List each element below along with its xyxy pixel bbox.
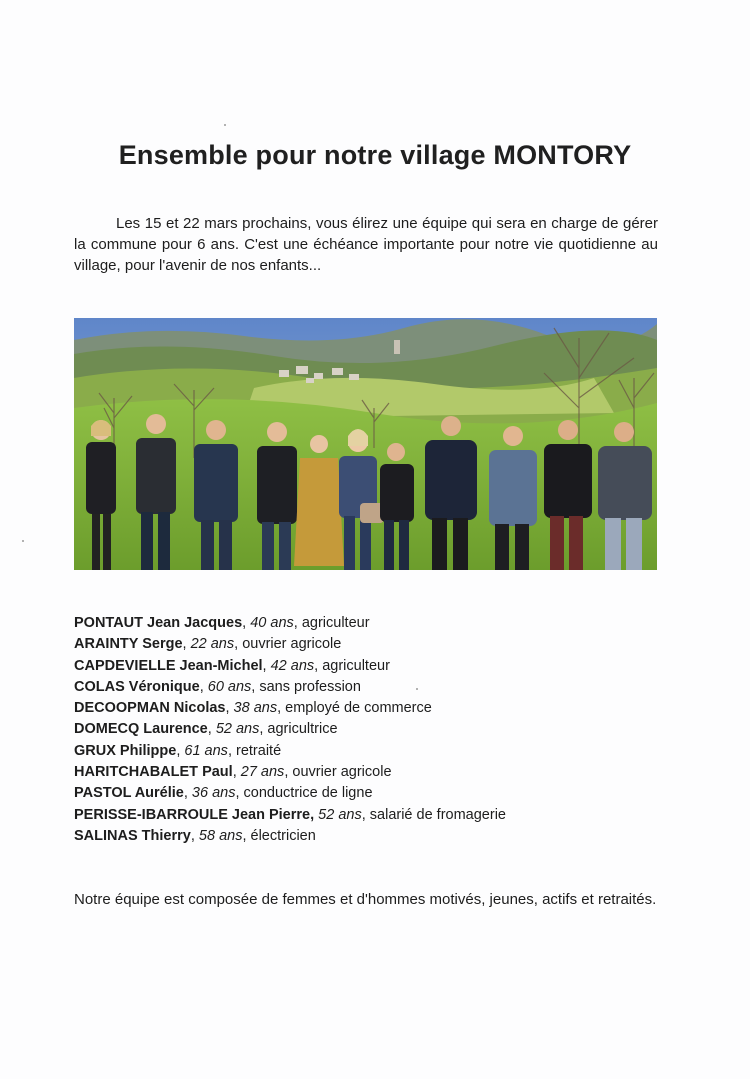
list-item: DECOOPMAN Nicolas, 38 ans, employé de commerce: [74, 700, 432, 717]
list-item: HARITCHABALET Paul, 27 ans, ouvrier agricole: [74, 764, 392, 781]
intro-paragraph: Les 15 et 22 mars prochains, vous élirez une équipe qui sera en charge de gérer la commune pour 6 ans. C'est une échéance importante pour notre vie quotidienne au village, pour l'avenir de nos enfants...: [74, 215, 658, 274]
scan-speck: [22, 540, 24, 542]
list-item: GRUX Philippe, 61 ans, retraité: [74, 742, 282, 759]
list-item: PERISSE-IBARROULE Jean Pierre, 52 ans, salarié de fromagerie: [74, 806, 506, 823]
list-item: SALINAS Thierry, 58 ans, électricien: [74, 827, 316, 844]
list-item: ARAINTY Serge, 22 ans, ouvrier agricole: [74, 636, 342, 653]
list-item: PONTAUT Jean Jacques, 40 ans, agriculteur: [74, 615, 370, 631]
list-item: DOMECQ Laurence, 52 ans, agricultrice: [74, 721, 338, 738]
closing-paragraph: Notre équipe est composée de femmes et d'hommes motivés, jeunes, actifs et retraités.: [74, 891, 657, 908]
candidate-list: [74, 613, 674, 847]
team-photo: [74, 318, 657, 570]
page-title: Ensemble pour notre village MONTORY: [118, 140, 632, 170]
list-item: COLAS Véronique, 60 ans, sans profession: [74, 678, 361, 695]
scan-speck: [416, 688, 418, 690]
list-item: PASTOL Aurélie, 36 ans, conductrice de ligne: [74, 785, 373, 802]
list-item: CAPDEVIELLE Jean-Michel, 42 ans, agriculteur: [74, 657, 390, 674]
scan-speck: [224, 124, 226, 126]
